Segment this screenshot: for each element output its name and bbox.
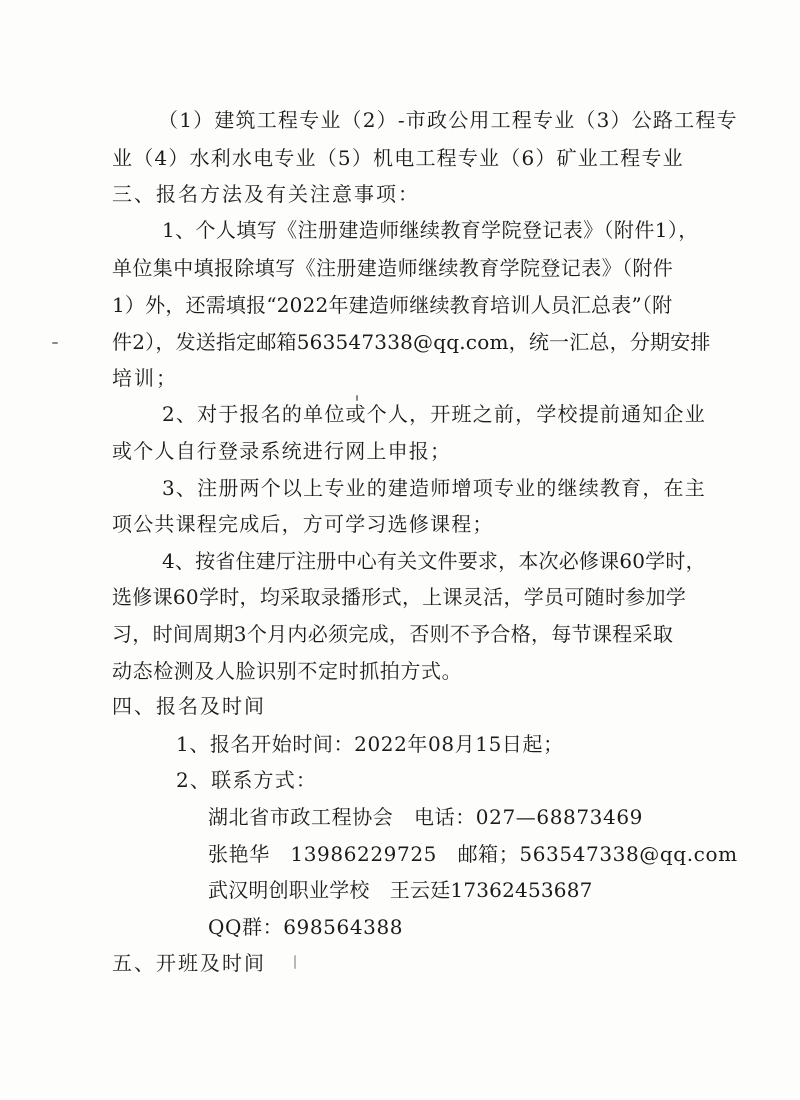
specialties-line-2: 业（4）水利水电专业（5）机电工程专业（6）矿业工程专业: [112, 146, 684, 170]
item-1-line-2: 单位集中填报除填写《注册建造师继续教育学院登记表》（附件: [112, 256, 674, 280]
item-4-line-4: 动态检测及人脸识别不定时抓拍方式。: [112, 659, 463, 683]
item-4-line-3: 习，时间周期3个月内必须完成，否则不予合格，每节课程采取: [112, 622, 674, 646]
item-4-line-2: 选修课60学时，均采取录播形式，上课灵活，学员可随时参加学: [112, 585, 687, 609]
contact-person-email: 张艳华 13986229725 邮箱；563547338@qq.com: [208, 842, 738, 866]
specialties-line-1: （1）建筑工程专业（2）-市政公用工程专业（3）公路工程专: [158, 108, 738, 132]
item-4-line-1: 4、按省住建厅注册中心有关文件要求，本次必修课60学时，: [162, 549, 706, 573]
item-3-line-1: 3、注册两个以上专业的建造师增项专业的继续教育，在主: [162, 476, 706, 500]
item-3-line-2: 项公共课程完成后，方可学习选修课程；: [112, 512, 494, 536]
item-2-line-2: 或个人自行登录系统进行网上申报；: [112, 439, 452, 463]
item-1-line-1: 1、个人填写《注册建造师继续教育学院登记表》（附件1），: [162, 218, 699, 242]
contact-qq-group: QQ群：698564388: [208, 915, 404, 939]
contact-association: 湖北省市政工程协会 电话：027—68873469: [208, 805, 643, 829]
section-4-heading: 四、报名及时间: [112, 694, 266, 718]
scan-speck: [52, 342, 58, 344]
scan-speck: [356, 395, 358, 401]
scan-speck: [294, 955, 296, 969]
section-5-heading: 五、开班及时间: [112, 951, 266, 975]
item-1-line-3: 1）外，还需填报“2022年建造师继续教育培训人员汇总表”（附: [112, 293, 673, 317]
registration-start: 1、报名开始时间：2022年08月15日起；: [176, 732, 564, 756]
contact-heading: 2、联系方式：: [176, 768, 318, 792]
section-3-heading: 三、报名方法及有关注意事项：: [112, 182, 420, 206]
item-2-line-1: 2、对于报名的单位或个人，开班之前，学校提前通知企业: [162, 402, 706, 426]
item-1-line-5: 培训；: [112, 366, 178, 390]
contact-school: 武汉明创职业学校 王云廷17362453687: [208, 878, 593, 902]
item-1-line-4: 件2），发送指定邮箱563547338@qq.com，统一汇总，分期安排: [112, 330, 711, 354]
